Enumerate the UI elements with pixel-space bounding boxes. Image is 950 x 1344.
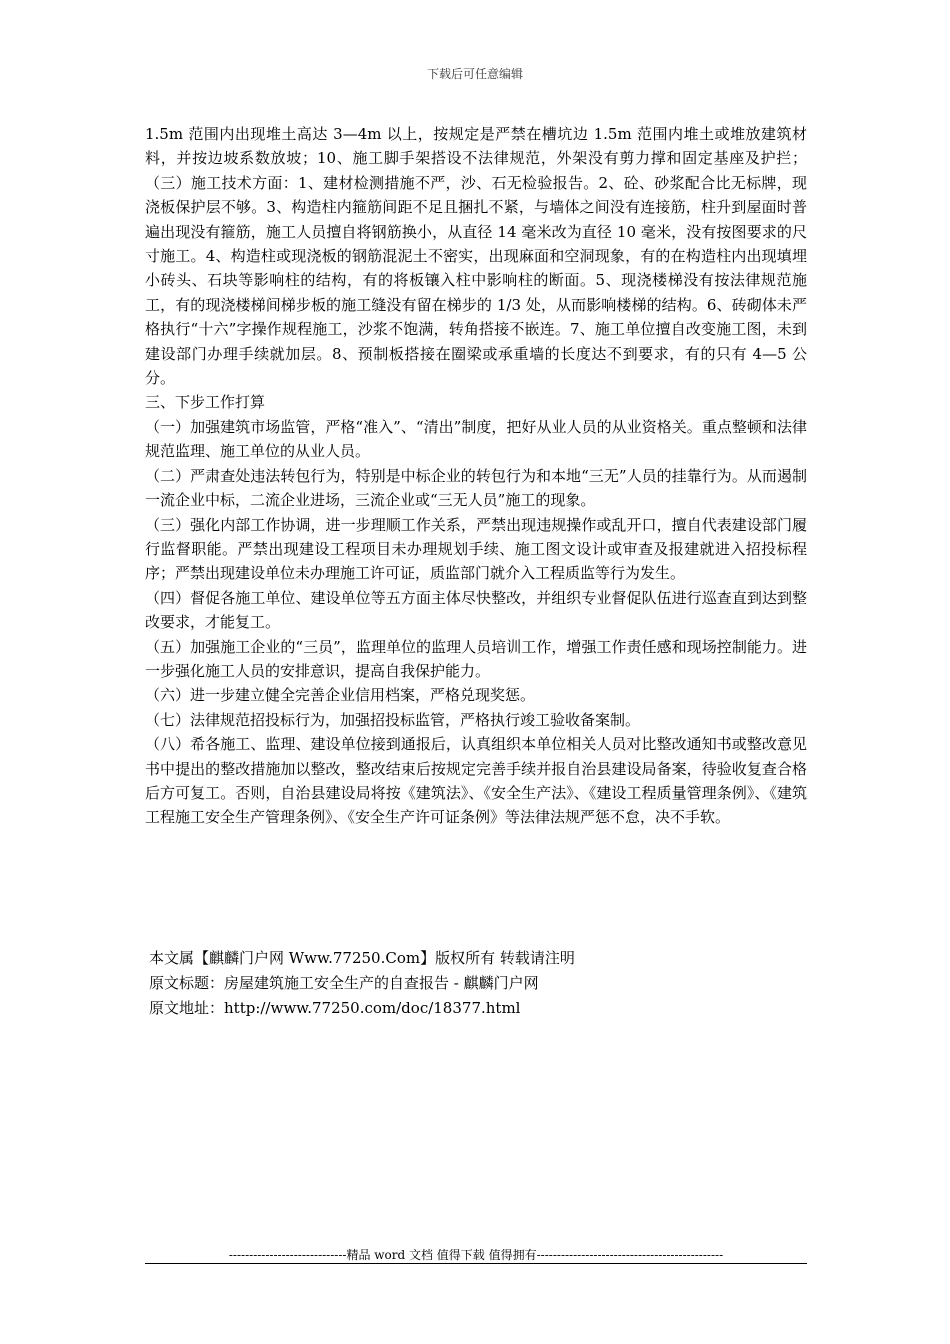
page-footer-text: -----------------------------精品 word 文档 值得下载 值得拥有----------------------------------------------	[228, 1248, 724, 1262]
document-body	[145, 122, 807, 830]
paragraph: （三）强化内部工作协调，进一步理顺工作关系，严禁出现违规操作或乱开口，擅自代表建设部门履行监督职能。严禁出现建设工程项目未办理规划手续、施工图文设计或审查及报建就进入招投标程序；严禁出现建设单位未办理施工许可证，质监部门就介入工程质监等行为发生。	[145, 515, 807, 583]
paragraph: （二）严肃查处违法转包行为，特别是中标企业的转包行为和本地“三无”人员的挂靠行为。从而遏制一流企业中标，二流企业进场，三流企业或“三无人员”施工的现象。	[145, 466, 807, 510]
paragraph: （七）法律规范招投标行为，加强招投标监管，严格执行竣工验收备案制。	[145, 710, 641, 729]
footer-divider	[145, 1263, 807, 1264]
paragraph: （五）加强施工企业的“三员”，监理单位的监理人员培训工作，增强工作责任感和现场控制能力。进一步强化施工人员的安排意识，提高自我保护能力。	[145, 637, 807, 680]
page-header: 下载后可任意编辑	[426, 67, 523, 81]
source-info	[149, 946, 809, 1021]
paragraph: （四）督促各施工单位、建设单位等五方面主体尽快整改，并组织专业督促队伍进行巡查直到达到整改要求，才能复工。	[145, 588, 807, 632]
paragraph: 1.5m 范围内出现堆土高达 3—4m 以上，按规定是严禁在槽坑边 1.5m 范围内堆土或堆放建筑材料，并按边坡系数放坡；10、施工脚手架搭设不法律规范，外架没有剪力撑和固定基座及护拦；（三）施工技术方面：1、建材检测措施不严，沙、石无检验报告。2、砼、砂浆配合比无标牌，现浇板保护层不够。3、构造柱内箍筋间距不足且捆扎不紧，与墙体之间没有连接筋，柱升到屋面时普遍出现没有箍筋，施工人员擅自将钢筋换小，从直径 14 毫米改为直径 10 毫米，没有按图要求的尺寸施工。4、构造柱或现浇板的钢筋混泥土不密实，出现麻面和空洞现象，有的在构造柱内出现填埋小砖头、石块等影响柱的结构，有的将板镶入柱中影响柱的断面。5、现浇楼梯没有按法律规范施工，有的现浇楼梯间梯步板的施工缝没有留在梯步的 1/3 处，从而影响楼梯的结构。6、砖砌体未严格执行“十六”字操作规程施工，沙浆不饱满，转角搭接不嵌连。7、施工单位擅自改变施工图，未到建设部门办理手续就加层。8、预制板搭接在圈梁或承重墙的长度达不到要求，有的只有 4—5 公分。	[145, 125, 807, 388]
copyright-notice: 本文属【麒麟门户网 Www.77250.Com】版权所有 转载请注明	[149, 949, 575, 967]
original-url: 原文地址：http://www.77250.com/doc/18377.html	[149, 999, 521, 1017]
section-heading: 三、下步工作打算	[145, 393, 266, 412]
paragraph: （八）希各施工、监理、建设单位接到通报后，认真组织本单位相关人员对比整改通知书或整改意见书中提出的整改措施加以整改，整改结束后按规定完善手续并报自治县建设局备案，待验收复查合格后方可复工。否则，自治县建设局将按《建筑法》、《安全生产法》、《建设工程质量管理条例》、《建筑工程施工安全生产管理条例》、《安全生产许可证条例》等法律法规严惩不怠，决不手软。	[145, 735, 807, 827]
paragraph: （六）进一步建立健全完善企业信用档案，严格兑现奖惩。	[145, 686, 536, 705]
original-title: 原文标题：房屋建筑施工安全生产的自查报告 - 麒麟门户网	[149, 974, 539, 992]
paragraph: （一）加强建筑市场监管，严格“准入”、“清出”制度，把好从业人员的从业资格关。重点整顿和法律规范监理、施工单位的从业人员。	[145, 417, 807, 461]
